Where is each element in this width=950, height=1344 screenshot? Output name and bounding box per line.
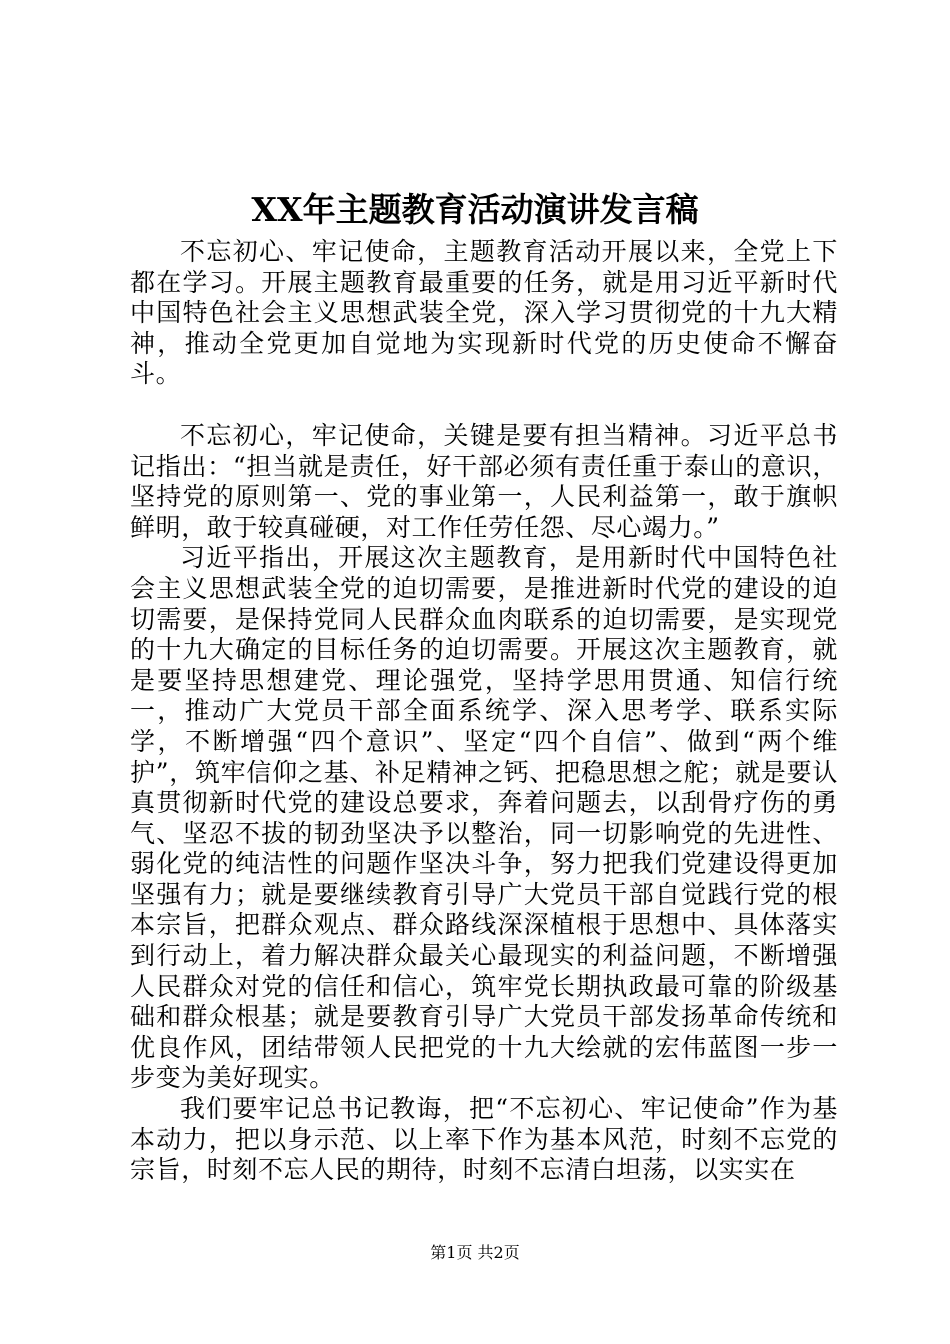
paragraph-1: 不忘初心、牢记使命，主题教育活动开展以来，全党上下都在学习。开展主题教育最重要的任务，就是用习近平新时代中国特色社会主义思想武装全党，深入学习贯彻党的十九大精神，推动全党更加自觉地为实现新时代党的历史使命不懈奋斗。 (130, 237, 838, 389)
document-title: XX年主题教育活动演讲发言稿 (251, 190, 699, 229)
paragraph-3: 习近平指出，开展这次主题教育，是用新时代中国特色社会主义思想武装全党的迫切需要，是推进新时代党的建设的迫切需要，是保持党同人民群众血肉联系的迫切需要，是实现党的十九大确定的目标任务的迫切需要。开展这次主题教育，就是要坚持思想建党、理论强党，坚持学思用贯通、知信行统一，推动广大党员干部全面系统学、深入思考学、联系实际学，不断增强“四个意识”、坚定“四个自信”、做到“两个维护”，筑牢信仰之基、补足精神之钙、把稳思想之舵；就是要认真贯彻新时代党的建设总要求，奔着问题去，以刮骨疗伤的勇气、坚忍不拔的韧劲坚决予以整治，同一切影响党的先进性、弱化党的纯洁性的问题作坚决斗争，努力把我们党建设得更加坚强有力；就是要继续教育引导广大党员干部自觉践行党的根本宗旨，把群众观点、群众路线深深植根于思想中、具体落实到行动上，着力解决群众最关心最现实的利益问题，不断增强人民群众对党的信任和信心，筑牢党长期执政最可靠的阶级基础和群众根基；就是要教育引导广大党员干部发扬革命传统和优良作风，团结带领人民把党的十九大绘就的宏伟蓝图一步一步变为美好现实。 (130, 543, 838, 1093)
paragraph-2: 不忘初心，牢记使命，关键是要有担当精神。习近平总书记指出：“担当就是责任，好干部必须有责任重于泰山的意识，坚持党的原则第一、党的事业第一，人民利益第一，敢于旗帜鲜明，敢于较真碰硬，对工作任劳任怨、尽心竭力。” (130, 420, 838, 542)
page-footer: 第1页 共2页 (430, 1243, 520, 1262)
document-body (130, 237, 838, 1186)
paragraph-4: 我们要牢记总书记教诲，把“不忘初心、牢记使命”作为基本动力，把以身示范、以上率下作为基本风范，时刻不忘党的宗旨，时刻不忘人民的期待，时刻不忘清白坦荡，以实实在 (130, 1094, 838, 1185)
paragraph-spacer (130, 390, 838, 421)
